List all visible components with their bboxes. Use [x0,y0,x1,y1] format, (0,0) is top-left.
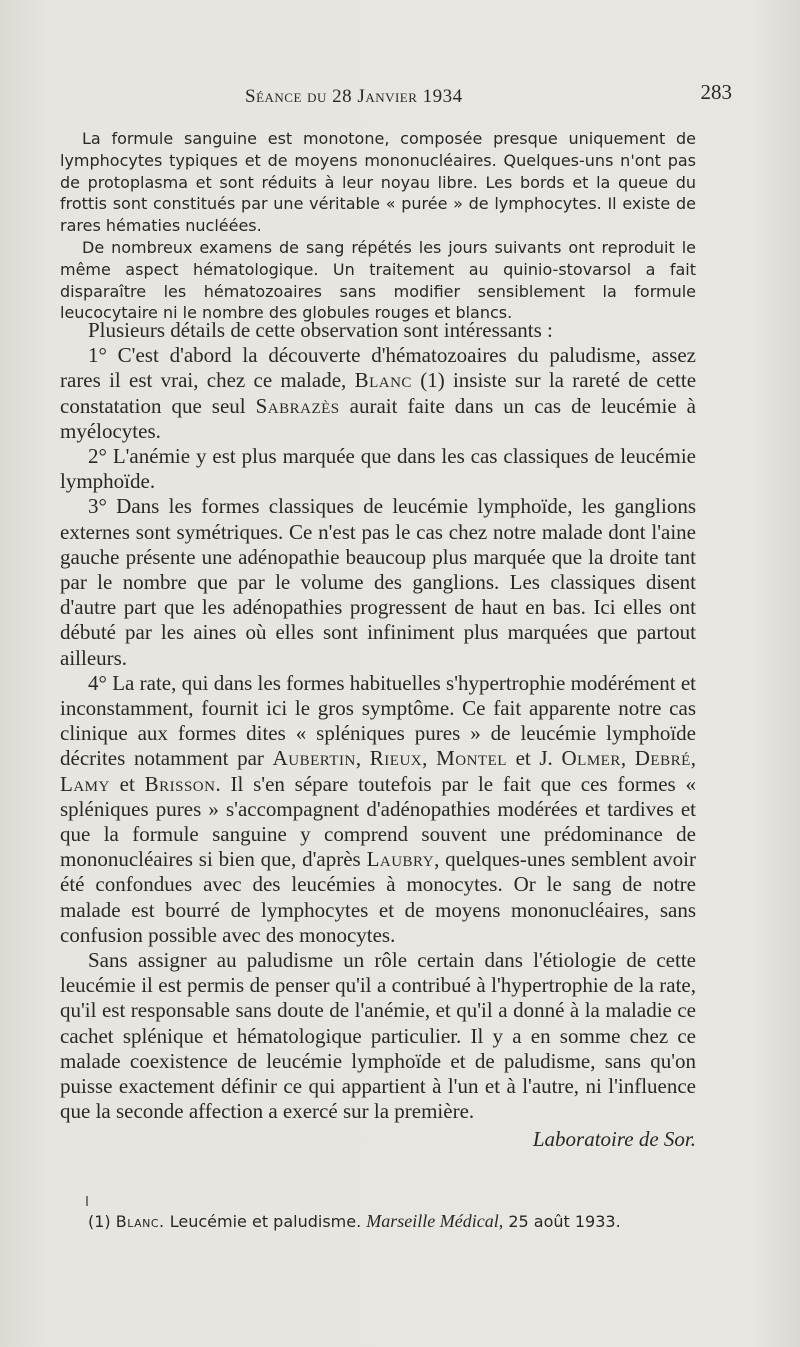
author-name: Olmer [561,746,621,771]
paragraph: La formule sanguine est monotone, composée presque uniquement de lymphocytes typiques et de moyens mononucléaires. Quelques-uns n'ont pas de protoplasma et sont réduits à leur noyau libre. Les bords et la queue du frottis sont constitués par une véritable « purée » de lymphocytes. Il existe de rares hématies nucléées. [60,129,696,236]
footnote-date: 25 août 1933. [508,1212,621,1231]
paragraph-conclusion: Sans assigner au paludisme un rôle certain dans l'étiologie de cette leucémie il est permis de penser qu'il a contribué à l'hypertrophie de la rate, qu'il est responsable sans doute de l'anémie, et qu'il a donné à la maladie ce cachet splénique et hématologique particulier. Il y a en somme chez ce malade coexistence de leucémie lymphoïde et de paludisme, sans qu'on puisse exactement définir ce qui appartient à l'un et à l'autre, ni l'influence que la seconde affection a exercé sur la première. [60,948,696,1124]
footnote-author: Blanc. [115,1212,165,1231]
author-name: Lamy [60,771,110,796]
paragraph: De nombreux examens de sang répétés les jours suivants ont reproduit le même aspect hématologique. Un traitement au quinio-stovarsol a fait disparaître les hématozoaires sans modifier sensiblement la formule leucocytaire ni le nombre des globules rouges et blancs. [60,237,696,323]
footnote [88,1211,708,1232]
footnote-title: Leucémie et paludisme. [169,1212,362,1231]
page-header [60,80,732,114]
footnote-marker: (1) [88,1212,111,1231]
signature: Laboratoire de Sor. [532,1126,696,1151]
observation-text [60,128,696,324]
paragraph-point-1: 1° C'est d'abord la découverte d'hématozoaires du paludisme, assez rares il est vrai, chez ce malade, Blanc (1) insiste sur la rareté de cette constatation que seul Sabrazès aurait faite dans un cas de leucémie à myélocytes. [60,343,697,443]
paragraph-intro: Plusieurs détails de cette observation sont intéressants : [88,318,553,342]
author-name: Sabrazès [255,393,340,418]
discussion-text [60,318,696,1152]
paragraph-point-3: 3° Dans les formes classiques de leucémie lymphoïde, les ganglions externes sont symétriques. Ce n'est pas le cas chez notre malade dont l'aine gauche présente une adénopathie beaucoup plus marquée que la droite tant par le nombre que par le volume des ganglions. Les classiques disent d'autre part que les adénopathies progressent de haut en bas. Ici elles ont débuté par les aines où elles sont infiniment plus marquées que partout ailleurs. [60,494,696,670]
author-name: Debré [634,746,691,771]
author-name: Laubry [366,847,435,872]
page-number: 283 [700,80,732,104]
author-name: Aubertin [272,746,356,771]
author-name: Rieux [369,746,423,771]
author-name: Brisson [144,771,216,796]
author-name: Blanc [354,368,412,393]
paragraph-point-2: 2° L'anémie y est plus marquée que dans les cas classiques de leucémie lymphoïde. [60,444,696,494]
running-title: Séance du 28 Janvier 1934 [245,86,463,107]
footnote-divider [86,1196,88,1206]
paragraph-point-4: 4° La rate, qui dans les formes habituelles s'hypertrophie modérément et inconstamment, fournit ici le gros symptôme. Ce fait apparente notre cas clinique aux formes dites « spléniques pures » de leucémie lymphoïde décrites notamment par Aubertin, Rieux, Montel et J. Olmer, Debré, Lamy et Brisson. Il s'en sépare toutefois par le fait que ces formes « spléniques pures » s'accompagnent d'adénopathies modérées et tardives et que la formule sanguine y comprend souvent une prédominance de mononucléaires si bien que, d'après Laubry, quelques-unes semblent avoir été confondues avec des leucémies à monocytes. Or le sang de notre malade est bourré de lymphocytes et de moyens mononucléaires, sans confusion possible avec des monocytes. [60,670,697,947]
author-name: Montel [436,746,507,771]
footnote-journal: Marseille Médical, [366,1211,504,1231]
